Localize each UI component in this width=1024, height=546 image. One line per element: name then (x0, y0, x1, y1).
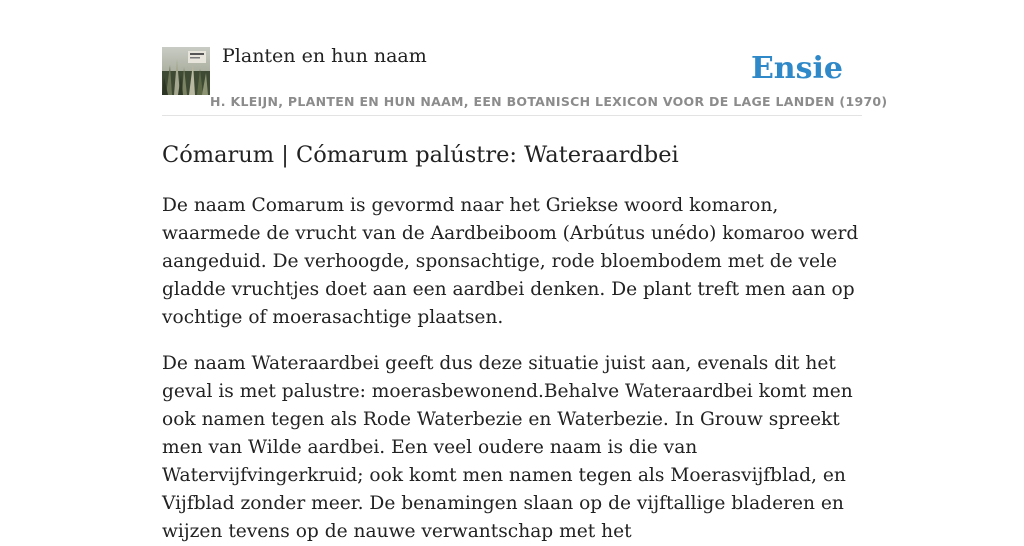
content-container (162, 0, 888, 546)
book-cover-avatar[interactable] (162, 47, 210, 95)
source-citation: H. KLEIJN, PLANTEN EN HUN NAAM, EEN BOTANISCH LEXICON VOOR DE LAGE LANDEN (1970) (210, 94, 888, 109)
article-paragraph: De naam Comarum is gevormd naar het Griekse woord komaron, waarmede de vrucht van de Aardbeiboom (Arbútus unédo) komaroo werd aangeduid. De verhoogde, sponsachtige, rode bloembodem met de vele gladde vruchtjes doet aan een aardbei denken. De plant treft men aan op vochtige of moerasachtige plaatsen. (162, 195, 859, 328)
book-cover-image (162, 47, 210, 95)
book-header (162, 0, 888, 116)
article-body (162, 192, 862, 546)
article-paragraph: De naam Wateraardbei geeft dus deze situatie juist aan, evenals dit het geval is met palustre: moerasbewonend.Behalve Wateraardbei komt men ook namen tegen als Rode Waterbezie en Waterbezie. In Grouw spreekt men van Wilde aardbei. Een veel oudere naam is die van Watervijfvingerkruid; ook komt men namen tegen als Moerasvijfblad, en Vijfblad zonder meer. De benamingen slaan op de vijftallige bladeren en wijzen tevens op de nauwe verwantschap met het (162, 353, 853, 542)
ensie-logo-link[interactable]: Ensie (750, 51, 843, 86)
article-title: Cómarum | Cómarum palústre: Wateraardbei (162, 142, 679, 168)
book-title[interactable]: Planten en hun naam (222, 45, 427, 67)
